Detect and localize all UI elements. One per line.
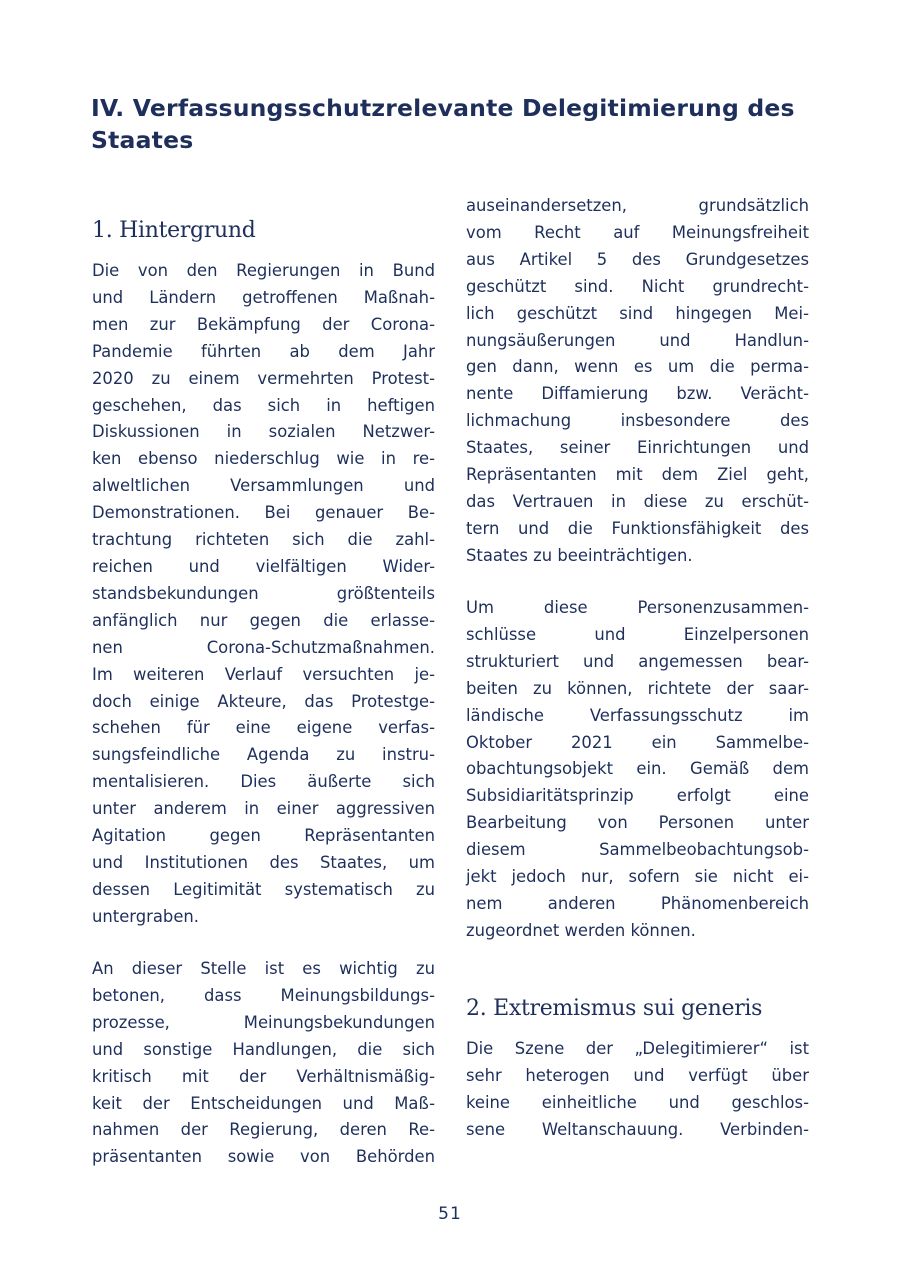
paragraph-hintergrund-2-part1 <box>92 956 435 1171</box>
text-line: sene Weltanschauung. Verbinden- <box>466 1119 809 1139</box>
text-line: Diskussionen in sozialen Netzwer- <box>92 422 435 442</box>
text-line: Oktober 2021 ein Sammelbe- <box>466 732 809 752</box>
text-line: unter anderem in einer aggressiven <box>92 799 435 819</box>
section-heading-extremismus: 2. Extremismus sui generis <box>466 996 763 1021</box>
text-line: mentalisieren. Dies äußerte sich <box>92 772 435 792</box>
text-line: nem anderen Phänomenbereich <box>466 893 809 913</box>
text-line: standsbekundungen größtenteils <box>92 583 435 603</box>
text-line: reichen und vielfältigen Wider- <box>92 556 435 576</box>
text-line: Repräsentanten mit dem Ziel geht, <box>466 465 809 485</box>
text-line: keit der Entscheidungen und Maß- <box>92 1093 435 1113</box>
text-line: 2020 zu einem vermehrten Protest- <box>92 368 435 388</box>
text-line: Agitation gegen Repräsentanten <box>92 826 435 846</box>
text-line: nungsäußerungen und Handlun- <box>466 330 809 350</box>
text-line: tern und die Funktionsfähigkeit des <box>466 518 809 538</box>
text-line: Bearbeitung von Personen unter <box>466 813 809 833</box>
paragraph-extremismus-1 <box>466 1036 809 1144</box>
text-line: nente Diffamierung bzw. Verächt- <box>466 384 809 404</box>
text-line: Pandemie führten ab dem Jahr <box>92 341 435 361</box>
text-line: lichmachung insbesondere des <box>466 411 809 431</box>
text-line: Demonstrationen. Bei genauer Be- <box>92 503 435 523</box>
text-line: untergraben. <box>92 906 200 926</box>
text-line: Die von den Regierungen in Bund <box>92 261 435 280</box>
text-line: sehr heterogen und verfügt über <box>466 1065 809 1085</box>
text-line: vom Recht auf Meinungsfreiheit <box>466 222 809 242</box>
page-title-text: IV. Verfassungsschutzrelevante Delegitimierung des Staates <box>91 94 795 154</box>
text-line: jekt jedoch nur, sofern sie nicht ei- <box>466 867 809 887</box>
text-line: anfänglich nur gegen die erlasse- <box>92 610 435 630</box>
text-line: nen Corona-Schutzmaßnahmen. <box>92 637 435 657</box>
text-line: geschützt sind. Nicht grundrecht- <box>466 276 809 296</box>
paragraph-hintergrund-2-part2 <box>466 193 809 570</box>
text-line: auseinandersetzen, grundsätzlich <box>466 196 809 215</box>
text-line: Im weiteren Verlauf versuchten je- <box>92 664 435 684</box>
text-line: ländische Verfassungsschutz im <box>466 705 809 725</box>
text-line: aus Artikel 5 des Grundgesetzes <box>466 249 809 269</box>
text-line: kritisch mit der Verhältnismäßig- <box>92 1066 435 1086</box>
text-line: keine einheitliche und geschlos- <box>466 1092 809 1112</box>
text-line: alweltlichen Versammlungen und <box>92 476 435 496</box>
text-line: zugeordnet werden können. <box>466 920 696 940</box>
paragraph-hintergrund-3 <box>466 595 809 945</box>
text-line: trachtung richteten sich die zahl- <box>92 530 435 550</box>
text-line: strukturiert und angemessen bear- <box>466 651 809 671</box>
text-line: prozesse, Meinungsbekundungen <box>92 1012 435 1032</box>
text-line: Staates zu beeinträchtigen. <box>466 545 693 565</box>
text-line: und Ländern getroffenen Maßnah- <box>92 287 435 307</box>
text-line: schehen für eine eigene verfas- <box>92 718 435 738</box>
paragraph-hintergrund-1 <box>92 258 435 931</box>
text-line: gen dann, wenn es um die perma- <box>466 357 809 377</box>
text-line: obachtungsobjekt ein. Gemäß dem <box>466 759 809 779</box>
text-line: Die Szene der „Delegitimierer“ ist <box>466 1039 809 1058</box>
text-line: Staates, seiner Einrichtungen und <box>466 438 809 458</box>
text-line: lich geschützt sind hingegen Mei- <box>466 303 809 323</box>
text-line: schlüsse und Einzelpersonen <box>466 624 809 644</box>
text-line: men zur Bekämpfung der Corona- <box>92 314 435 334</box>
text-line: Um diese Personenzusammen- <box>466 598 809 617</box>
text-line: An dieser Stelle ist es wichtig zu <box>92 959 435 978</box>
text-line: dessen Legitimität systematisch zu <box>92 879 435 899</box>
text-line: Subsidiaritätsprinzip erfolgt eine <box>466 786 809 806</box>
section-heading-hintergrund: 1. Hintergrund <box>92 218 256 243</box>
text-line: geschehen, das sich in heftigen <box>92 395 435 415</box>
text-line: sungsfeindliche Agenda zu instru- <box>92 745 435 765</box>
text-line: und sonstige Handlungen, die sich <box>92 1039 435 1059</box>
text-line: das Vertrauen in diese zu erschüt- <box>466 491 809 511</box>
text-line: und Institutionen des Staates, um <box>92 852 435 872</box>
text-line: betonen, dass Meinungsbildungs- <box>92 985 435 1005</box>
text-line: nahmen der Regierung, deren Re- <box>92 1120 435 1140</box>
page-title <box>91 92 831 156</box>
text-line: diesem Sammelbeobachtungsob- <box>466 840 809 860</box>
text-line: beiten zu können, richtete der saar- <box>466 678 809 698</box>
text-line: doch einige Akteure, das Protestge- <box>92 691 435 711</box>
text-line: ken ebenso niederschlug wie in re- <box>92 449 435 469</box>
text-line: präsentanten sowie von Behörden <box>92 1147 435 1167</box>
page-number: 51 <box>438 1204 462 1224</box>
